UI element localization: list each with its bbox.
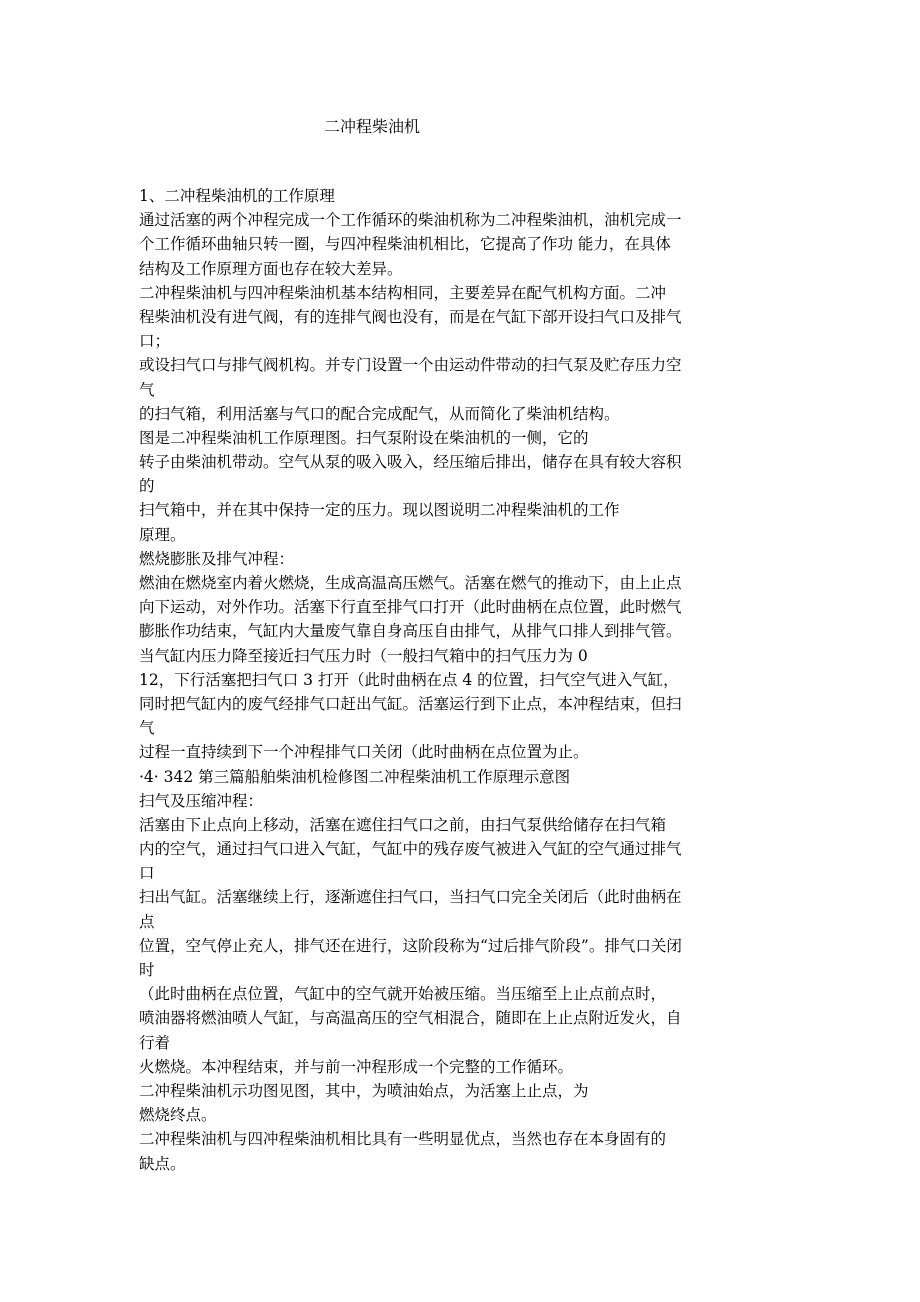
text-line: 活塞由下止点向上移动，活塞在遮住扫气口之前，由扫气泵供给储存在扫气箱 (139, 815, 667, 834)
text-line: 燃油在燃烧室内着火燃烧，生成高温高压燃气。活塞在燃气的推动下，由上止点 (139, 574, 682, 592)
text-line: 原理。 (139, 525, 186, 544)
text-line: 图是二冲程柴油机工作原理图。扫气泵附设在柴油机的一侧，它的 (139, 428, 589, 447)
text-line: 的扫气箱，利用活塞与气口的配合完成配气，从而简化了柴油机结构。 (139, 404, 620, 423)
text-line: 口 (139, 864, 155, 883)
text-line: 的 (139, 477, 155, 496)
text-line: ·4· 342 第三篇船舶柴油机检修图二冲程柴油机工作原理示意图 (139, 767, 571, 786)
text-line: （此时曲柄在点位置，气缸中的空气就开始被压缩。当压缩至上止点前点时， (139, 985, 667, 1004)
text-line: 扫气箱中，并在其中保持一定的压力。现以图说明二冲程柴油机的工作 (139, 501, 620, 520)
text-line: 气 (139, 719, 155, 738)
document-body (139, 184, 789, 1176)
text-line: 过程一直持续到下一个冲程排气口关闭（此时曲柄在点位置为止。 (139, 743, 589, 762)
text-line: 缺点。 (139, 1154, 186, 1173)
text-line: 燃烧膨胀及排气冲程： (139, 549, 295, 568)
text-line: 喷油器将燃油喷人气缸，与高温高压的空气相混合，随即在上止点附近发火，自 (139, 1009, 682, 1028)
text-line: 二冲程柴油机与四冲程柴油机基本结构相同，主要差异在配气机构方面。二冲 (139, 283, 667, 302)
text-line: 12，下行活塞把扫气口 3 打开（此时曲柄在点 4 的位置，扫气空气进入气缸， (139, 670, 679, 689)
text-line: 点 (139, 912, 155, 931)
text-line: 膨胀作功结束，气缸内大量废气靠自身高压自由排气，从排气口排人到排气管。 (139, 622, 682, 641)
text-line: 扫出气缸。活塞继续上行，逐渐遮住扫气口，当扫气口完全关闭后（此时曲柄在 (139, 888, 682, 907)
text-line: 火燃烧。本冲程结束，并与前一冲程形成一个完整的工作循环。 (139, 1057, 574, 1076)
text-line: 二冲程柴油机示功图见图，其中，为喷油始点，为活塞上止点，为 (139, 1081, 589, 1100)
text-line: 当气缸内压力降至接近扫气压力时（一般扫气箱中的扫气压力为 0 (139, 646, 588, 665)
text-line: 向下运动，对外作功。活塞下行直至排气口打开（此时曲柄在点位置，此时燃气 (139, 598, 682, 617)
text-line: 个工作循环曲轴只转一圈，与四冲程柴油机相比，它提高了作功 能力，在具体 (139, 235, 671, 254)
text-line: 程柴油机没有进气阀，有的连排气阀也没有，而是在气缸下部开设扫气口及排气 (139, 307, 682, 326)
text-line: 时 (139, 961, 155, 979)
text-line: 结构及工作原理方面也存在较大差异。 (139, 259, 403, 278)
text-line: 通过活塞的两个冲程完成一个工作循环的柴油机称为二冲程柴油机，油机完成一 (139, 211, 682, 230)
text-line: 或设扫气口与排气阀机构。并专门设置一个由运动件带动的扫气泵及贮存压力空 (139, 356, 682, 375)
text-line: 同时把气缸内的废气经排气口赶出气缸。活塞运行到下止点，本冲程结束，但扫 (139, 694, 682, 713)
text-line: 燃烧终点。 (139, 1106, 217, 1125)
text-line: 位置，空气停止充人，排气还在进行，这阶段称为“过后排气阶段”。排气口关闭 (139, 936, 682, 955)
text-line: 1、二冲程柴油机的工作原理 (139, 187, 335, 205)
text-line: 行着 (139, 1033, 171, 1052)
text-line: 二冲程柴油机与四冲程柴油机相比具有一些明显优点，当然也存在本身固有的 (139, 1130, 667, 1149)
text-line: 转子由柴油机带动。空气从泵的吸入吸入，经压缩后排出，储存在具有较大容积 (139, 453, 682, 472)
text-line: 扫气及压缩冲程： (139, 791, 264, 810)
document-title: 二冲程柴油机 (324, 117, 421, 136)
text-line: 口； (139, 332, 171, 351)
text-line: 内的空气，通过扫气口进入气缸，气缸中的残存废气被进入气缸的空气通过排气 (139, 840, 682, 859)
text-line: 气 (139, 380, 155, 399)
